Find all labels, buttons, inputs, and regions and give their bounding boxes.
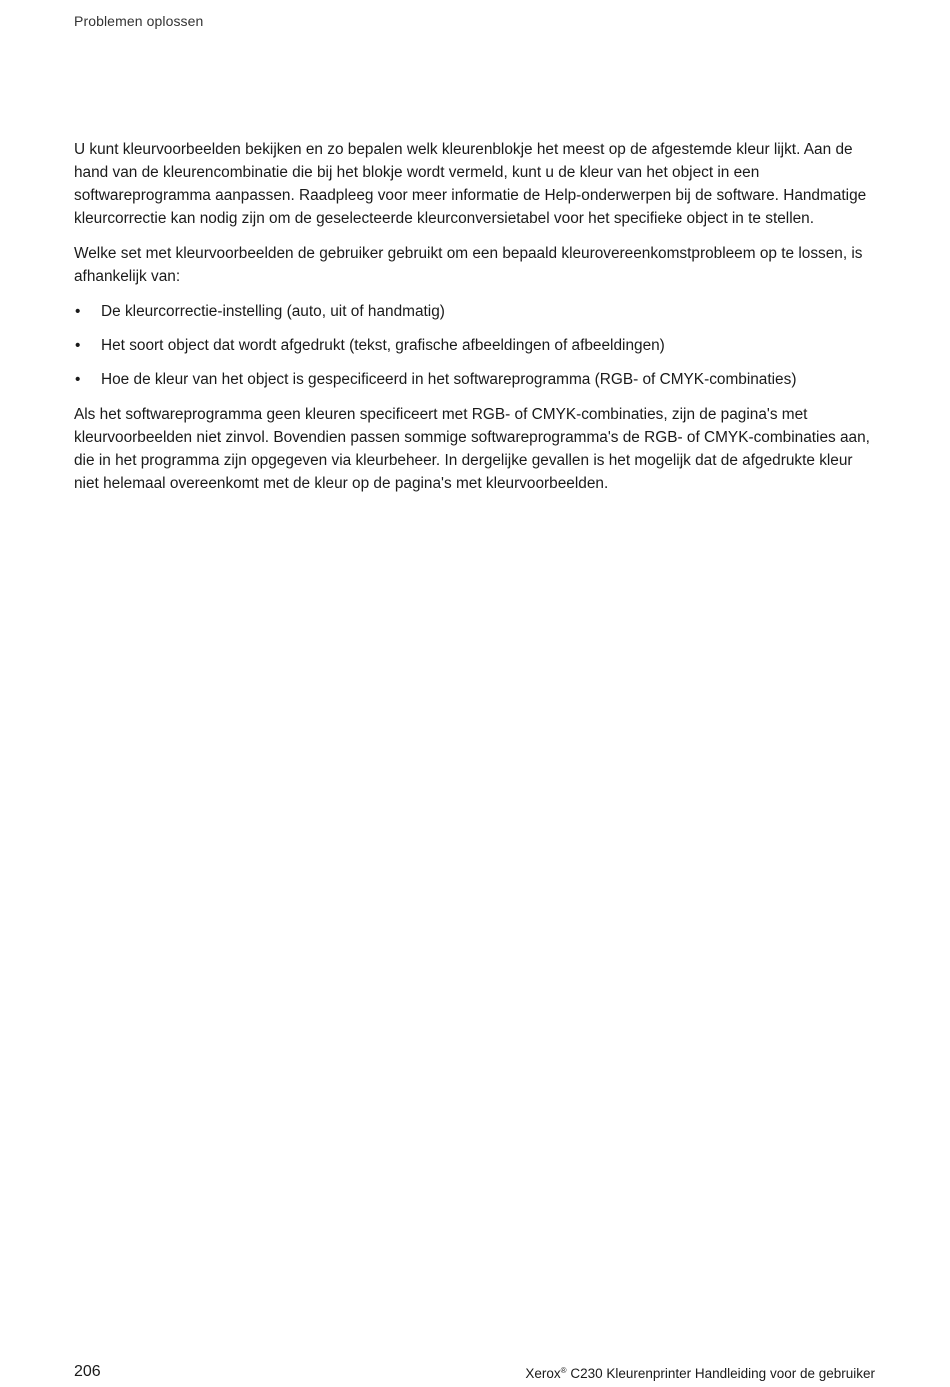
- paragraph-dependency: Welke set met kleurvoorbeelden de gebruiker gebruikt om een bepaald kleurovereenkomstprobleem op te lossen, is afhankelijk van:: [74, 245, 863, 285]
- bullet-item: [74, 300, 870, 323]
- bullet-list: [74, 300, 870, 391]
- bullet-icon: •: [75, 337, 81, 354]
- bullet-item: [74, 334, 870, 357]
- running-header: Problemen oplossen: [74, 13, 204, 29]
- bullet-icon: •: [75, 371, 81, 388]
- footer-brand: Xerox: [525, 1366, 561, 1381]
- bullet-text: De kleurcorrectie-instelling (auto, uit of handmatig): [101, 303, 445, 320]
- paragraph-color-samples: Als het softwareprogramma geen kleuren specificeert met RGB- of CMYK-combinaties, zijn de pagina's met kleurvoorbeelden niet zinvol. Bovendien passen sommige softwareprogramma's de RGB- of CMYK-combinaties aan, die in het programma zijn opgegeven via kleurbeheer. In dergelijke gevallen is het mogelijk dat de afgedrukte kleur niet helemaal overeenkomt met de kleur op de pagina's met kleurvoorbeelden.: [74, 406, 870, 492]
- document-body: [74, 138, 870, 507]
- registered-mark: ®: [560, 1366, 567, 1375]
- bullet-icon: •: [75, 303, 81, 320]
- page-number: 206: [74, 1363, 101, 1380]
- bullet-item: [74, 368, 870, 391]
- footer-title-text: C230 Kleurenprinter Handleiding voor de gebruiker: [566, 1366, 875, 1381]
- bullet-text: Het soort object dat wordt afgedrukt (tekst, grafische afbeeldingen of afbeeldingen): [101, 337, 665, 354]
- bullet-text: Hoe de kleur van het object is gespecificeerd in het softwareprogramma (RGB- of CMYK-combinaties): [101, 371, 797, 388]
- paragraph-intro: U kunt kleurvoorbeelden bekijken en zo bepalen welk kleurenblokje het meest op de afgestemde kleur lijkt. Aan de hand van de kleurencombinatie die bij het blokje wordt vermeld, kunt u de kleur van het object in een softwareprogramma aanpassen. Raadpleeg voor meer informatie de Help-onderwerpen bij de software. Handmatige kleurcorrectie kan nodig zijn om de geselecteerde kleurconversietabel voor het specifieke object in te stellen.: [74, 141, 867, 227]
- footer-document-title: [525, 1366, 875, 1381]
